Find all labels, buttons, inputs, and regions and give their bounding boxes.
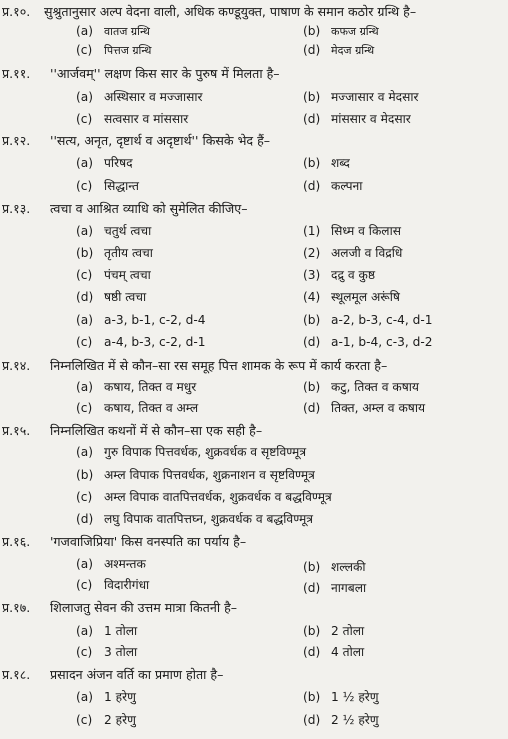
question-16	[0, 532, 508, 552]
question-12	[0, 131, 508, 151]
option-b: (b) 1 ½ हरेणु	[303, 690, 379, 704]
match-left-a: (a) चतुर्थ त्वचा	[76, 224, 152, 238]
option-d: (d) 4 तोला	[303, 645, 365, 659]
option-c: (c) अम्ल विपाक वातपित्तवर्धक, शुक्रवर्धक व बद्धविण्मूत्र	[76, 490, 332, 504]
option-b: (b) 2 तोला	[303, 624, 365, 638]
question-text: त्वचा व आश्रित व्याधि को सुमेलित कीजिए–	[50, 201, 248, 216]
question-number: प्र.१४.	[2, 358, 31, 373]
option-b: (b) शब्द	[303, 156, 350, 170]
option-b: (b) कटु, तिक्त व कषाय	[303, 380, 419, 394]
question-text: निम्नलिखित कथनों में से कौन–सा एक सही है–	[50, 423, 263, 438]
option-d: (d) मांससार व मेदसार	[303, 112, 411, 126]
option-c: (c) a-4, b-3, c-2, d-1	[76, 335, 206, 349]
question-15	[0, 421, 508, 441]
question-text: प्रसादन अंजन वर्ति का प्रमाण होता है–	[50, 667, 224, 682]
question-number: प्र.१६.	[2, 534, 31, 549]
option-c: (c) 3 तोला	[76, 645, 138, 659]
option-a: (a) परिषद	[76, 156, 133, 170]
match-left-c: (c) पंचम् त्वचा	[76, 268, 151, 282]
match-right-1: (1) सिध्म व किलास	[303, 224, 401, 238]
question-number: प्र.१०.	[2, 4, 31, 19]
question-number: प्र.११.	[2, 66, 31, 81]
option-d: (d) तिक्त, अम्ल व कषाय	[303, 401, 426, 415]
match-left-d: (d) षष्ठी त्वचा	[76, 290, 147, 304]
option-a: (a) 1 तोला	[76, 624, 138, 638]
option-a: (a) अश्मन्तक	[76, 557, 146, 571]
option-a: (a) कषाय, तिक्त व मधुर	[76, 380, 197, 394]
option-d: (d) नागबला	[303, 581, 367, 595]
match-right-2: (2) अलजी व विद्रधि	[303, 246, 403, 260]
question-number: प्र.१७.	[2, 600, 31, 615]
question-number: प्र.१५.	[2, 423, 31, 438]
option-b: (b) शल्लकी	[303, 560, 366, 574]
option-c: (c) सत्वसार व मांससार	[76, 112, 189, 126]
option-d: (d) 2 ½ हरेणु	[303, 713, 379, 727]
match-right-3: (3) दद्रु व कुष्ठ	[303, 268, 376, 282]
question-10	[0, 2, 508, 22]
option-c: (c) विदारीगंधा	[76, 578, 150, 592]
option-c: (c) पित्तज ग्रन्थि	[76, 43, 152, 57]
question-13	[0, 199, 508, 219]
option-d: (d) a-1, b-4, c-3, d-2	[303, 335, 433, 349]
option-d: (d) कल्पना	[303, 179, 363, 193]
question-number: प्र.१३.	[2, 201, 31, 216]
option-c: (c) सिद्धान्त	[76, 179, 139, 193]
option-a: (a) गुरु विपाक पित्तवर्धक, शुक्रवर्धक व सृष्टविण्मूत्र	[76, 445, 307, 459]
option-c: (c) 2 हरेणु	[76, 713, 136, 727]
option-b: (b) मज्जासार व मेदसार	[303, 90, 419, 104]
question-number: प्र.१२.	[2, 133, 31, 148]
option-a: (a) अस्थिसार व मज्जासार	[76, 90, 203, 104]
option-b: (b) a-2, b-3, c-4, d-1	[303, 313, 433, 327]
option-c: (c) कषाय, तिक्त व अम्ल	[76, 401, 199, 415]
question-14	[0, 356, 508, 376]
option-a: (a) 1 हरेणु	[76, 690, 136, 704]
question-17	[0, 598, 508, 618]
question-11	[0, 64, 508, 84]
question-18	[0, 665, 508, 685]
option-b: (b) अम्ल विपाक पित्तवर्धक, शुक्रनाशन व सृष्टविण्मूत्र	[76, 468, 315, 482]
question-text: 'गजवाजिप्रिया' किस वनस्पति का पर्याय है–	[50, 534, 247, 549]
option-b: (b) कफज ग्रन्थि	[303, 24, 379, 38]
match-left-b: (b) तृतीय त्वचा	[76, 246, 153, 260]
match-right-4: (4) स्थूलमूल अरूंषि	[303, 290, 400, 304]
question-text: ''आर्जवम्'' लक्षण किस सार के पुरुष में मिलता है–	[50, 66, 280, 81]
question-number: प्र.१८.	[2, 667, 31, 682]
option-d: (d) लघु विपाक वातपित्तघ्न, शुक्रवर्धक व बद्धविण्मूत्र	[76, 512, 313, 526]
question-text: ''सत्य, अनृत, दृष्टार्थ व अदृष्टार्थ'' किसके भेद हैं–	[50, 133, 271, 148]
option-a: (a) a-3, b-1, c-2, d-4	[76, 313, 206, 327]
question-text: निम्नलिखित में से कौन–सा रस समूह पित्त शामक के रूप में कार्य करता है–	[50, 358, 388, 373]
option-d: (d) मेदज ग्रन्थि	[303, 43, 375, 57]
option-a: (a) वातज ग्रन्थि	[76, 24, 150, 38]
question-text: शिलाजतु सेवन की उत्तम मात्रा कितनी है–	[50, 600, 238, 615]
question-text: सुश्रुतानुसार अल्प वेदना वाली, अधिक कण्डूयुक्त, पाषाण के समान कठोर ग्रन्थि है–	[44, 4, 417, 19]
